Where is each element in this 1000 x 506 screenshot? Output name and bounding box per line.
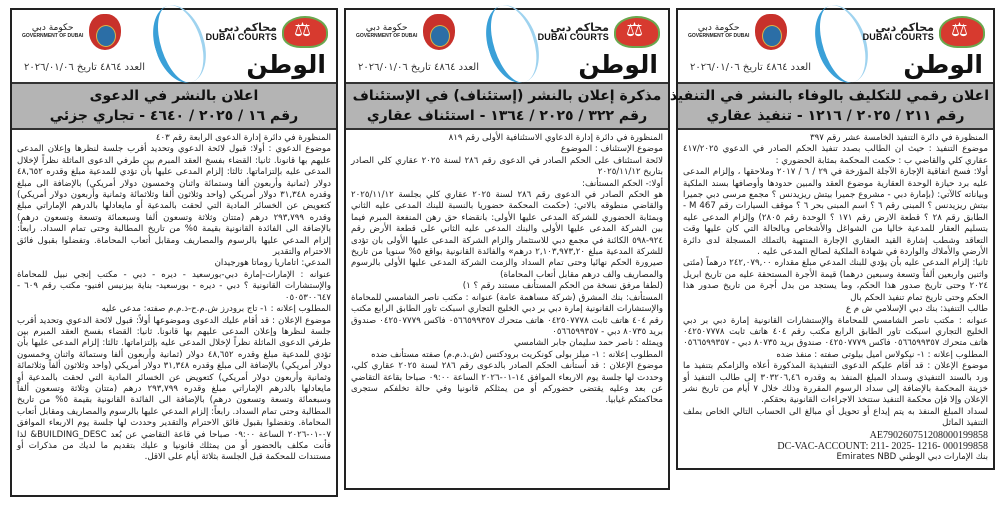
notice-paragraph: المدعي: اتاماريا روماتا هورجيدان: [214, 258, 331, 269]
notice-body: [678, 130, 993, 466]
notice-header: [12, 10, 336, 82]
notice-paragraph: المستأنف: بنك المشرق (شركة مساهمة عامة) عنوانه : مكتب ناصر الشامسي للمحاماة والإستشارات القانونية إمارة دبي بر دبي الخليج التجاري اسبكت تاور الطابق الرابع مكتب رقم ٤٠٤ هاتف ثابت ٠٤٢٥٠٧٧٧٨ هاتف متحرك ٠٥٦٦٥٩٩٣٥٧ فاكس ٠٤٢٥٠٧٧٧٩ صندوق بريد ٨٠٧٣٥ دبي - ٠٥٦٦٥٩٩٣٥٧: [351, 292, 663, 337]
notice-appeal-publication: [344, 8, 670, 490]
title-line-1: مذكرة إعلان بالنشر (إستئناف) في الإستئناف: [352, 88, 662, 104]
dubai-seal-icon: [423, 14, 455, 50]
courts-name-ar: محاكم دبي: [218, 20, 277, 34]
newspaper-name: الوطن: [246, 50, 326, 79]
title-line-1: اعلان رقمي للتكليف بالوفاء بالنشر في التنفيذ: [669, 88, 989, 104]
issue-date: العدد ٤٨٦٤ تاريخ ٢٠٢٦/٠١/٠٦: [358, 62, 479, 73]
notice-title: [346, 82, 668, 130]
notice-paragraph: عنوانه : مكتب ناصر الشامسي للمحاماة والإستشارات القانونية إمارة دبي بر دبي الخليج التجاري اسبكت تاور الطابق الرابع مكتب رقم ٤٠٤ هاتف ثابت ٠٤٢٥٠٧٧٧٨ هاتف متحرك ٠٥٦٦٥٩٩٣٥٧ فاكس ٠٤٢٥٠٧٧٧٩ صندوق بريد ٨٠٧٣٥ دبي - ٠٥٦٦٥٩٩٣٥٧: [683, 315, 988, 349]
notice-paragraph: لسداد المبلغ المنفذ به يتم إيداع أو تحويل أي مبالغ الى الحساب التالي الخاص بملف التنفيذ الماثل: [683, 406, 988, 429]
notice-paragraph: لائحة استئناف على الحكم الصادر في الدعوى رقم ٢٨٦ لسنة ٢٠٢٥ عقاري كلي الصادر بتاريخ ٢٠٢٥/١١/١٢: [351, 155, 663, 178]
bank-name: بنك الإمارات دبي الوطني Emirates NBD: [836, 452, 988, 463]
bank-iban: AE790260751208000199858: [869, 429, 988, 441]
dubai-courts-logo: [206, 16, 328, 48]
notice-header: [678, 10, 993, 82]
notice-paragraph: موضوع الإعلان : قد أستأنف الحكم الصادر بالدعوى رقم ٢٨٦ لسنة ٢٠٢٥ عقاري كلي، وحددت لها جلسة يوم الاربعاء الموافق ١٤-٠١-٢٠٢٦ الساعة ٠٩:٠٠ صباحا بقاعة التقاضي عن بعد وعليه يقتضى حضوركم أو من يمثلكم قانونيا وفي حالة تخلفكم ستجرى محاكمتكم غيابيا.: [351, 361, 664, 406]
gov-name-en: GOVERNMENT OF DUBAI: [356, 33, 418, 40]
gov-name-en: GOVERNMENT OF DUBAI: [688, 33, 750, 40]
government-of-dubai-logo: [356, 14, 455, 50]
notice-paragraph: هو الحكم الصادر في الدعوى رقم ٢٨٦ لسنة ٢٠٢٥ عقاري كلي بجلسة ٢٠٢٥/١١/١٢ والقاضي منطوقه بالاتي: (حكمت المحكمة حضوريا بالنسبة للبنك المدعى عليه الثاني وبمثابة الحضوري للشركة المدعى عليها الأولى: بانقضاء حق رهن المنفعة المبرم فيما بين الشركة المدعى عليها الأولى والبنك المدعى عليه الثاني على قطعة الأرض رقم ٩٢٤-٥٩٨ الكائنة في مجمع دبي للاستثمار والزام الشركة المدعى عليها الأولى بان تؤدى للشركة المدعية مبلغ ٢,١٠٣,٩٧٣,٢٠ درهم» والفائدة القانونية بواقع ٥% سنويا من تاريخ صيرورة الحكم نهائيا وحتى تمام السداد والزمت الشركة المدعى عليها الأولى بالرسوم والمصاريف والف درهم مقابل أتعاب المحاماة): [351, 190, 664, 280]
courts-name-en: DUBAI COURTS: [205, 32, 277, 43]
notice-paragraph: المنظورة في دائرة التنفيذ الخامسة عشر رقم ٣٩٧: [809, 133, 988, 143]
courts-name-ar: محاكم دبي: [550, 20, 609, 34]
notice-lawsuit-publication: [10, 8, 338, 497]
issue-date: العدد ٤٨٦٤ تاريخ ٢٠٢٦/٠١/٠٦: [24, 62, 145, 73]
courts-name-en: DUBAI COURTS: [862, 32, 934, 43]
notice-paragraph: موضوع الإستئناف : الموضوع: [560, 144, 663, 155]
notice-paragraph: موضوع الإعلان : قد أقام عليك الدعوى وموضوعها أولاً: قبول لائحة الدعوي وتحديد أقرب جلسة لنظرها وإعلان المدعى عليهم بها قانونا. ثانيا: القضاء بفسخ العقد المبرم بين طرفي الدعوى الماثلة نظراً لإخلال المدعى عليه بإلتزاماتها. ثالثا: إلزام المدعى عليها بأن تؤدي للمدعية مبلغ وقدره ٤٨,٦٥٢ دولار (ثمانية وأربعون ألفا وستمائة واثنان وخمسون دولار أمريكي) بالإضافة الى مبلغ وقدره ٣١,٣٤٨ دولار أمريكي (واحد وثلاثون ألفاً وثلاثمائة وثمانية وأربعون دولار أمريكي) كتعويض عن الخسائر المادية التي لحقت بالمدعية أو مايعادلها بالدرهم الإماراتي مبلغ وقدره ٢٩٣,٧٩٩ درهم (متتان وثلاثة وتسعون ألفاً وسبعمائة وتسعة وتسعون درهم) بالإضافة الى الفائدة القانونية بقيمة ٥% من تاريخ المطالبة وحتى تمام السداد. رابعاً: إلزام المدعي عليها بالرسوم والمصاريف ومقابل أتعاب المحاماة. وتفضلوا بقبول فائق الاحترام والتقدير وحددت لها جلسة يوم الاربعاء الموافق ٠٧-٠١-٢٠٢٦ الساعة ٠٩:٠٠ صباحا في قاعة التقاضي عن بُعد BUILDING_DESC& لذا فأنت مكلف بالحضور أو من يمثلك قانونيا و عليك بتقديم ما لديك من مذكرات أو مستندات للمحكمة قبل الجلسة بثلاثة أيام على الاقل.: [17, 315, 332, 463]
dubai-seal-icon: [89, 14, 121, 50]
gov-name-en: GOVERNMENT OF DUBAI: [22, 33, 84, 40]
government-of-dubai-logo: [22, 14, 121, 50]
notice-paragraph: المطلوب إعلانه : ١- تاج برودرز ش.م.ح-ذ.م.م صفته: مدعى عليه: [101, 304, 331, 315]
notice-paragraph: ويمثله : ناصر حمد سليمان جابر الشامسي: [513, 338, 663, 349]
title-line-2: رقم ٣٢٢ / ٢٠٢٥ / ١٣٦٤ - استئناف عقاري: [366, 108, 648, 124]
notice-paragraph: المنظورة في دائرة إدارة الدعاوي الاستئنافية الأولى رقم ٨١٩: [448, 133, 663, 143]
notice-paragraph: أولا: فسخ اتفاقية الإجارة الآجلة المؤرخة في ٢٩ / ٦ / ٢٠١٧ وملاحقها ، وإلزام المدعى عليه برد حيازة الوحدة العقارية موضوع العقد والمبين حدودها وأوصافها بسند الملكية وبياناته كالآتي: (بإمارة دبي - مشروع جميرا بيتش ريزيدنس ؟ مجمع مرسى دبي جميرا بيتش ريزيدنس ؟ المبنى رقم ٦ ؟ اسم المبنى بحر ٦ ؟ موقف السيارات رقم M 467 - الطابق رقم ٢٨ ؟ قطعة الارض رقم ١٧١ ؟ الوحدة رقم ٢٨٠٥) وإلزام المدعى عليه بتسليم العقار للمدعية خاليا من الشواغل والأشخاص وبالحالة التي كان عليها وقت التعاقد وشطب إشارة القيد العقاري الإجارة المنتهية بالتملك المسجلة لدى دائرة الأرضي والأملاك والواردة في شهادة الملكية لصالح المدعى عليه .: [683, 167, 989, 258]
notice-header: [346, 10, 668, 82]
notice-paragraph: موضوع التنفيذ : حيث ان الطالب بصدد تنفيذ الحكم الصادر في الدعوي ٤١٧/٢٠٢٥ عقاري كلي والقاضي ب : حكمت المحكمة بمثابة الحضوري :: [683, 144, 988, 166]
title-line-2: رقم ٢١١ / ٢٠٢٥ / ١٢١٦ - تنفيذ عقاري: [706, 108, 965, 124]
courts-name-en: DUBAI COURTS: [537, 32, 609, 43]
notice-paragraph: المنظورة في دائرة إدارة الدعوى الرابعة رقم ٤٠٣: [155, 133, 331, 143]
notice-paragraph: (لطفا مرفق نسخة من الحكم المستأنف مستند رقم ؟ ١): [462, 281, 663, 292]
scales-emblem-icon: [614, 16, 660, 48]
notice-title: [12, 82, 336, 130]
title-line-1: اعلان بالنشر في الدعوى: [89, 88, 259, 104]
government-of-dubai-logo: [688, 14, 787, 50]
notice-body: [12, 130, 336, 466]
scales-emblem-icon: [282, 16, 328, 48]
gov-name-ar: حكومة دبي: [31, 23, 74, 34]
dubai-seal-icon: [755, 14, 787, 50]
notice-paragraph: ثانيا: إلزام المدعى عليه بأن يؤدي للبنك المدعي مبلغ مقداره ٢٤٢,٠٧٩,٠٠ درهماً (مئتى واثنين واربعين ألفاً وتسعة وسبعين درهما) قيمة الأجرة المستحقة عليه من تاريخ ابريل ٢٠٢٤ وحتى تاريخ صدور هذا الحكم، وما يستجد من بدل أجرة من تاريخ صدور هذا الحكم وحتى تاريخ تمام تنفيذ الحكم بال: [683, 258, 988, 303]
notice-paragraph: موضوع الدعوي : أولا: قبول لائحة الدعوي وتحديد أقرب جلسة لنظرها وإعلان المدعى عليهم بها قانونا. ثانيا: القضاء بفسخ العقد المبرم بين طرفي الدعوى الماثلة نظراً لإخلال المدعى عليه بإلتزاماتها. ثالثا: إلزام المدعى عليها بأن تؤدي للمدعية مبلغ وقدره ٤٨,٦٥٢ دولار (ثمانية وأربعون ألفا وستمائة واثنان وخمسون دولار أمريكي) بالإضافة الى مبلغ وقدره ٣١,٣٤٨ دولار أمريكي (واحد وثلاثون ألفا وثلاثمائة وثمانية وأربعون دولار أمريكي) كتعويض عن الخسائر المادية التي لحقت بالمدعية أو مايعادلها بالدرهم الإماراتي مبلغ وقدره ٢٩٣,٧٩٩ درهم (متتان وثلاثة وتسعون ألفا وسبعمائة وتسعة وتسعون درهم) بالإضافة الى الفائدة القانونية بقيمة ٥% من تاريخ المطالبة وحتى تمام السداد. رابعاً: إلزام المدعي عليها بالرسوم والمصاريف ومقابل أتعاب المحاماة. وتفضلوا بقبول فائق الاحترام والتقدير: [17, 144, 332, 258]
notice-paragraph: طالب التنفيذ: بنك دبي الإسلامي ش م ع: [845, 304, 988, 315]
notice-paragraph: عنوانه : الإمارات-إمارة دبي-بورسعيد - ديره - دبي - مكتب إنجي نبيل للمحاماة والإستشارات القانونية ؟ دبي - ديره - بورسعيد- بناية بيزنيس افنيو- مكتب رقم ٦٠٩ - ٠٥٠٥٣٠٠٦٤٧: [17, 269, 331, 303]
courts-name-ar: محاكم دبي: [875, 20, 934, 34]
notice-paragraph: موضوع الإعلان : قد أقام عليكم الدعوى التنفيذية المذكورة أعلاه والزامكم بتنفيذ ما ورد بالسند التنفيذي وسداد المبلغ المنفذ به وقدره ٣٠٣٢٠٦,٤٦ إلى طالب التنفيذ أو خزينة المحكمة بالإضافة إلى سداد الرسوم المقررة وذلك خلال ٧ أيام من تاريخ نشر الإعلان وإلا فإن محكمة التنفيذ ستتخذ الاجراءات القانونية بحقكم.: [683, 361, 988, 406]
dubai-courts-logo: [538, 16, 660, 48]
notice-paragraph: أولا:- الحكم المستأنف:: [582, 178, 663, 189]
gov-name-ar: حكومة دبي: [365, 23, 408, 34]
notice-body: [346, 130, 668, 409]
account-reference: DC-VAC-ACCOUNT: 211- 2025- 1216- 000199858: [777, 440, 988, 452]
gov-name-ar: حكومة دبي: [697, 23, 740, 34]
notice-paragraph: المطلوب إعلانه : ١- ميلز بولى كونكريت برودكتس (ش.ذ.م.م) صفته مستأنف ضده: [371, 349, 663, 360]
dubai-courts-logo: [863, 16, 985, 48]
title-line-2: رقم ١٦ / ٢٠٢٥ / ٤٦٤٠ - تجاري جزئي: [49, 108, 299, 124]
newspaper-name: الوطن: [578, 50, 658, 79]
notice-paragraph: المطلوب إعلانه : ١- نيكولاس اميل بيلوتى صفته : منفذ ضده: [776, 349, 988, 360]
notice-title: [669, 82, 993, 130]
wave-decoration: [143, 0, 214, 90]
scales-emblem-icon: [939, 16, 985, 48]
newspaper-name: الوطن: [903, 50, 983, 79]
issue-date: العدد ٤٨٦٤ تاريخ ٢٠٢٦/٠١/٠٦: [690, 62, 811, 73]
notice-execution-payment: [669, 8, 995, 470]
